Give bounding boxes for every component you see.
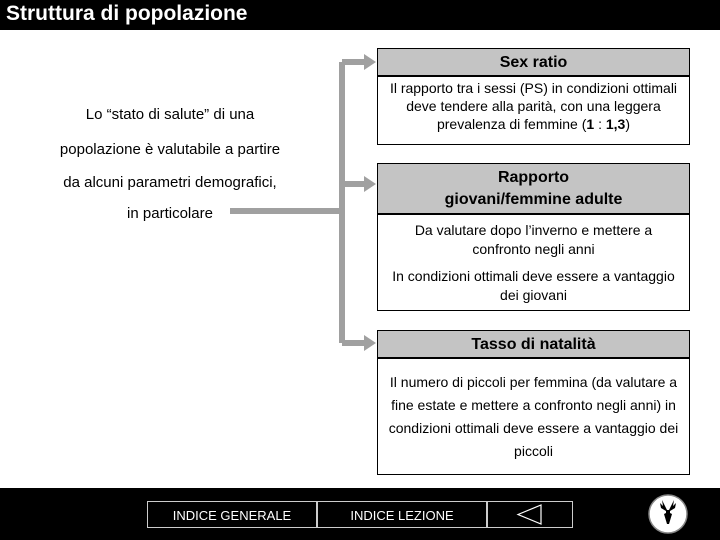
lesson-index-label: INDICE LEZIONE <box>350 508 454 523</box>
lesson-index-button[interactable] <box>317 501 487 528</box>
youth-ratio-title-line2: giovani/femmine adulte <box>444 191 623 208</box>
sex-ratio-header <box>377 48 690 76</box>
youth-ratio-body <box>377 214 690 311</box>
sex-ratio-text: Il rapporto tra i sessi (PS) in condizioni ottimali deve tendere alla parità, con una leggera prevalenza di femmine ( <box>389 80 678 132</box>
intro-line-3: da alcuni parametri demografici, <box>63 174 277 191</box>
footer-bar <box>0 488 720 540</box>
youth-ratio-text-2: In condizioni ottimali deve essere a vantaggio dei giovani <box>392 268 675 303</box>
birth-rate-text: Il numero di piccoli per femmina (da valutare a fine estate e mettere a confronto negli anni) in condizioni ottimali deve essere a vantaggio dei piccoli <box>388 374 679 459</box>
sex-ratio-body <box>377 76 690 145</box>
ratio-value-a: 1 <box>586 116 595 132</box>
intro-line-4: in particolare <box>127 205 213 222</box>
intro-line-1: Lo “stato di salute” di una <box>85 106 255 123</box>
youth-ratio-header <box>377 163 690 214</box>
birth-rate-title: Tasso di natalità <box>471 336 596 353</box>
ratio-value-b: 1,3 <box>605 116 626 132</box>
birth-rate-header <box>377 330 690 358</box>
triangle-left-icon <box>488 502 574 527</box>
general-index-button[interactable] <box>147 501 317 528</box>
ratio-close: ) <box>625 116 630 132</box>
intro-line-2: popolazione è valutabile a partire <box>59 141 281 158</box>
general-index-label: INDICE GENERALE <box>172 508 292 523</box>
birth-rate-body <box>377 358 690 475</box>
page-title: Struttura di popolazione <box>6 2 248 25</box>
back-button[interactable] <box>487 501 573 528</box>
youth-ratio-title-line1: Rapporto <box>497 169 570 186</box>
youth-ratio-text-1: Da valutare dopo l’inverno e mettere a confronto negli anni <box>414 222 653 257</box>
sex-ratio-title: Sex ratio <box>499 54 568 71</box>
deer-head-logo <box>648 494 688 534</box>
ratio-separator: : <box>594 116 606 132</box>
